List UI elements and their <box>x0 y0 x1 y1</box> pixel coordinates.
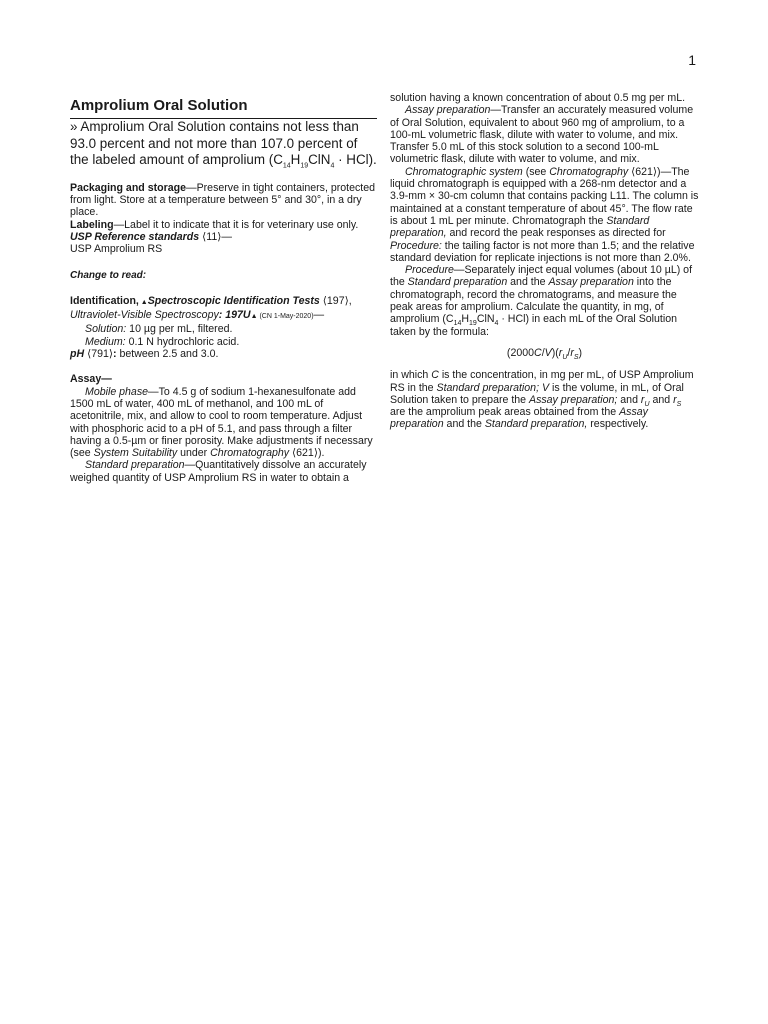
procedure-paragraph <box>390 264 699 338</box>
where-std-ref: Standard preparation; V <box>436 381 550 394</box>
where-text-1: is the concentration, in mg per mL, of USP Amprolium RS in the <box>390 369 694 394</box>
where-and: and <box>617 393 641 406</box>
proc-h: H <box>461 313 470 326</box>
chromatography-ref: Chromatography <box>210 447 290 460</box>
intro-paragraph <box>70 119 377 169</box>
where-sub-u: U <box>644 400 650 408</box>
medium-value: 0.1 N hydrochloric acid. <box>125 335 240 348</box>
labeling-label: Labeling <box>70 218 114 231</box>
revision-marker-start: ▲ <box>138 298 148 306</box>
where-assay-ref: Assay preparation; <box>529 393 618 406</box>
chromatographic-system-paragraph <box>390 166 699 264</box>
formula-definitions <box>390 369 699 430</box>
where-r-s: r <box>673 393 677 406</box>
usp-ref-label: USP Reference standards <box>70 230 200 243</box>
usp-ref-paragraph <box>70 231 377 243</box>
identification-paragraph <box>70 295 377 309</box>
change-to-read: Change to read: <box>70 269 147 281</box>
chrom-system-label: Chromatographic system <box>405 165 523 178</box>
cn-date: (CN 1-May-2020) <box>257 313 314 321</box>
usp-ref-chapter: ⟨11⟩— <box>199 230 232 243</box>
where-assay-ref-2: Assay preparation <box>390 406 648 431</box>
formula-slash-2: / <box>567 346 571 359</box>
intro-h: H <box>290 152 301 168</box>
identification-sub <box>70 309 377 323</box>
intro-text: » Amprolium Oral Solution contains not less than 93.0 percent and not more than 107.0 percent of the labeled amount of amprolium (C <box>70 119 359 168</box>
packaging-paragraph <box>70 182 377 219</box>
labeling-text: —Label it to indicate that it is for veterinary use only. <box>113 218 359 231</box>
intro-sub-3: 4 <box>330 162 335 170</box>
procedure-label: Procedure <box>405 264 454 277</box>
mobile-under: under <box>177 447 211 460</box>
chrom-see: (see <box>522 165 550 178</box>
proc-cln: ClN <box>476 313 495 326</box>
assay-prep-text: —Transfer an accurately measured volume of Oral Solution, equivalent to about 960 mg of amprolium, to a 100-mL volumetric flask, dilute with water to volume, and mix. Transfer 5.0 mL of this stock solution to a second 100-mL volumetric flask, dilute with water to volume, and mix. <box>390 104 694 166</box>
proc-text-3: · HCl) in each mL of the Oral Solution taken by the formula: <box>390 313 677 338</box>
where-end: respectively. <box>587 418 649 431</box>
ph-paragraph <box>70 348 377 360</box>
packaging-label: Packaging and storage <box>70 181 186 194</box>
proc-assay-ref: Assay preparation <box>548 276 634 289</box>
intro-sub-2: 19 <box>300 162 309 170</box>
proc-sub-1: 14 <box>453 320 462 328</box>
standard-prep-continued: solution having a known concentration of about 0.5 mg per mL. <box>390 92 686 104</box>
ph-colon: : <box>113 348 117 361</box>
intro-end: · HCl). <box>334 152 377 168</box>
formula-sub-s: S <box>573 354 579 362</box>
formula-close: ) <box>578 346 583 359</box>
mobile-phase-text: —To 4.5 g of sodium 1-hexanesulfonate add 1500 mL of water, 400 mL of methanol, and 100 mL of acetonitrile, mix, and allow to cool to room temperature. Adjust with phosphoric acid to a pH of 5.1, and pass through a filter having a 0.5-µm or finer porosity. Make adjustments if necessary (see <box>70 385 373 460</box>
chrom-text-2: and record the peak responses as directed for <box>446 227 666 240</box>
mobile-phase-paragraph <box>70 386 377 460</box>
identification-test: Spectroscopic Identification Tests <box>147 294 320 307</box>
standard-prep-label: Standard preparation <box>85 459 185 472</box>
left-column <box>70 92 377 484</box>
standard-prep-text: —Quantitatively dissolve an accurately weighed quantity of USP Amprolium RS in water to obtain a <box>70 459 367 484</box>
solution-label: Solution: <box>85 323 127 336</box>
solution-value: 10 µg per mL, filtered. <box>126 323 233 336</box>
page-number: 1 <box>688 52 696 68</box>
where-and-3: and the <box>443 418 485 431</box>
formula-sub-u: U <box>562 354 568 362</box>
standard-prep-paragraph <box>70 459 377 484</box>
identification-label: Identification, <box>70 294 139 307</box>
where-r-u: r <box>640 393 645 406</box>
formula-open: (2000 <box>506 346 535 359</box>
intro-sub-1: 14 <box>282 162 291 170</box>
where-c: C <box>431 369 439 382</box>
formula-r-s: r <box>570 346 574 359</box>
proc-text-1: —Separately inject equal volumes (about 10 µL) of the <box>390 264 693 289</box>
usp-ref-item: USP Amprolium RS <box>70 243 163 256</box>
ph-chapter: ⟨791⟩ <box>84 348 114 361</box>
assay-prep-label: Assay preparation <box>405 104 491 117</box>
medium-line <box>70 336 377 348</box>
intro-cln: ClN <box>308 152 331 168</box>
right-column <box>390 92 699 431</box>
chrom-text-3: the tailing factor is not more than 1.5; and the relative standard deviation for replicate injections is not more than 2.0%. <box>390 239 695 264</box>
where-in: in which <box>390 369 432 382</box>
proc-sub-3: 4 <box>494 320 499 328</box>
chrom-proc-ref: Procedure: <box>390 239 442 252</box>
uv-vis-spectroscopy: Ultraviolet-Visible Spectroscopy <box>70 309 219 322</box>
chrom-chapter: ⟨621⟩) <box>628 165 661 178</box>
monograph-title: Amprolium Oral Solution <box>70 96 377 119</box>
formula-r-u: r <box>558 346 563 359</box>
identification-code: : 197U <box>218 309 251 322</box>
assay-heading <box>70 373 377 385</box>
where-and-2: and <box>649 393 674 406</box>
formula-mid: )( <box>551 346 559 359</box>
formula-v: V <box>544 346 552 359</box>
chrom-std-ref: Standard preparation, <box>390 214 650 240</box>
identification-dash: — <box>313 309 325 322</box>
proc-sub-2: 19 <box>469 320 477 328</box>
chrom-text-1: —The liquid chromatograph is equipped with a 268-nm detector and a 3.9-mm × 30-cm column that contains packing L11. The column is maintained at a constant temperature of about 45°. The flow rate is about 1 mL per minute. Chromatograph the <box>390 165 699 227</box>
proc-text-2: into the chromatograph, record the chromatograms, and measure the peak areas for amprolium. Calculate the quantity, in mg, of amprolium (C <box>390 276 677 326</box>
labeling-paragraph <box>70 219 377 231</box>
where-text-3: are the amprolium peak areas obtained from the <box>390 406 620 419</box>
where-sub-s: S <box>676 400 682 408</box>
formula-c: C <box>534 346 542 359</box>
system-suitability-ref: System Suitability <box>93 447 178 460</box>
assay-prep-paragraph <box>390 104 699 165</box>
formula-slash: / <box>541 346 545 359</box>
chrom-ref: Chromatography <box>549 165 629 178</box>
solution-line <box>70 323 377 335</box>
revision-marker-end: ▲ <box>250 313 258 321</box>
packaging-text: —Preserve in tight containers, protected from light. Store at a temperature between 5° and 30°, in a dry place. <box>70 181 376 219</box>
mobile-phase-label: Mobile phase <box>85 385 149 398</box>
ph-label: pH <box>70 348 85 361</box>
medium-label: Medium: <box>85 335 126 348</box>
calculation-formula <box>390 346 699 362</box>
proc-std-ref: Standard preparation <box>407 276 508 289</box>
where-std-ref-2: Standard preparation, <box>484 418 588 431</box>
mobile-end: ⟨621⟩). <box>289 447 325 460</box>
where-text-2: is the volume, in mL, of Oral Solution taken to prepare the <box>390 381 684 406</box>
ph-text: between 2.5 and 3.0. <box>116 348 219 361</box>
identification-chapter: ⟨197⟩, <box>319 294 352 307</box>
assay-label: Assay— <box>70 373 112 386</box>
proc-and: and the <box>507 276 549 289</box>
